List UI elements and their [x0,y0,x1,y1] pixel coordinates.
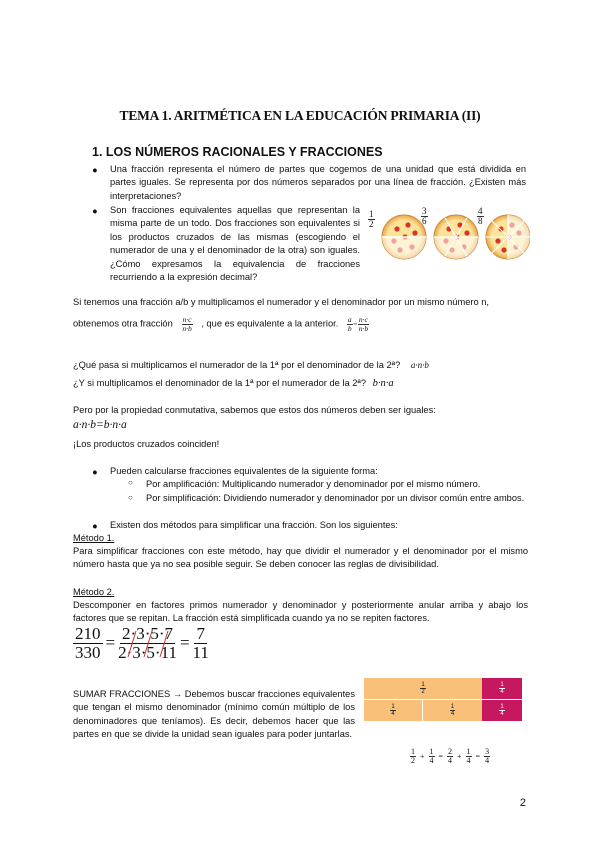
fraction-nc-nb: $\frac{n\cdot c}{n\cdot b}$ [182,315,192,333]
question-2 [73,377,533,390]
grid-cell-quarter: $\frac{1}{4}$ [423,700,482,721]
fraction-1-2: $\frac{1}{2}$ [411,747,415,765]
method-2-heading: Método 2. [73,587,115,597]
sub-bullet-circle: ○ [128,478,133,487]
add-fractions-text: SUMAR FRACCIONES → Debemos buscar fracciones equivalentes que tengan el mismo denominador (mínimo común múltiplo de los denominadores que teníamos). Es decir, debemos hacer que las partes en que se divide la unidad sean iguales para poder juntarlas. [73,689,355,740]
grid-cell-half: $\frac{1}{2}$ [364,678,482,699]
para-text: obtenemos otra fracción [73,318,173,329]
document-title: TEMA 1. ARITMÉTICA EN LA EDUCACIÓN PRIMARIA (II) [119,108,481,123]
expr-equality: a·n·b=b·n·a [73,419,127,431]
section-number: 1. [92,145,103,159]
bullet-two-methods: Existen dos métodos para simplificar una fracción. Son los siguientes: [110,520,398,530]
sub-bullet-amplification: Por amplificación: Multiplicando numerador y denominador por el mismo número. [146,479,481,489]
pizza-sixths-icon [434,215,478,259]
para-multiply: Si tenemos una fracción a/b y multiplicamos el numerador y el denominador por un mismo número n, [73,297,489,307]
sub-bullet-circle: ○ [128,493,133,502]
bullet-fraction-definition: Una fracción representa el número de partes que cogemos de una unidad que está dividida en partes iguales. Se representa por dos números separados por una línea de fracción. ¿Existen más interpretaciones? [110,164,526,201]
fraction-3-4: $\frac{3}{4}$ [485,747,490,765]
cancel-strokes [118,625,198,665]
bullet-dot: ● [92,521,98,531]
method-1-text: Para simplificar fracciones con este método, hay que dividir el numerador y el denominador por el mismo número hasta que ya no sea posible seguir. Se deben conocer las reglas de divisibilidad. [73,546,528,570]
page-number: 2 [519,797,526,809]
para-cross-products: ¡Los productos cruzados coinciden! [73,439,220,449]
bullet-dot: ● [92,467,98,477]
fraction-210-330: $\frac{210}{330}$ [75,624,101,662]
pizza-eighths-icon [486,215,530,259]
bullet-dot: ● [92,206,98,216]
question-1 [73,359,533,372]
fraction-nc-nb-2: $\frac{n\cdot c}{n\cdot b}$ [358,315,369,333]
fraction-2-4: $\frac{2}{4}$ [448,747,453,765]
bullet-calc-equivalent: Pueden calcularse fracciones equivalentes de la siguiente forma: [110,466,378,476]
expr-bna: b·n·a [372,378,394,389]
fraction-grid [364,678,522,721]
fraction-1-4: $\frac{1}{4}$ [429,747,434,765]
grid-cell-quarter: $\frac{1}{4}$ [364,700,422,721]
para-multiply-line2: obtenemos otra fracción $\frac{n\cdot c}{n\cdot b}$ , que es equivalente a la anterior. $\frac{a}{b}$ = $\frac{n\cdot c}{n\cdot b}$ [73,315,369,333]
bullet-equivalent-fractions: Son fracciones equivalentes aquellas que representan la misma parte de un todo. Dos fracciones son equivalentes si los productos cruzados de las mismas (escogiendo el numerador de una y el denominador de la otra) son iguales. ¿Cómo expresamos la equivalencia de fracciones recurriendo a la expresión decimal? [110,205,360,283]
simplification-formula: $\frac{210}{330}$ = $\frac{2\cdot 3\cdot 5\cdot 7}{2\cdot 3\cdot 5\cdot 11}$ = $\frac{7}{11}$ [73,625,209,662]
pizza-fraction-2: $\frac{3}{6}$ [422,206,427,226]
fraction-7-11: $\frac{7}{11}$ [192,624,209,662]
pizza-fraction-1: $\frac{1}{2}$ [369,209,374,229]
section-title-text: LOS NÚMEROS RACIONALES Y FRACCIONES [105,145,383,159]
para-text: , que es equivalente a la anterior. [201,318,339,329]
question-text: ¿Qué pasa si multiplicamos el numerador de la 1ª por el denominador de la 2ª? [73,360,401,370]
fraction-prime-factors: $\frac{2\cdot 3\cdot 5\cdot 7}{2\cdot 3\cdot 5\cdot 11}$ [118,625,177,662]
para-commutative: Pero por la propiedad conmutativa, sabemos que estos dos números deben ser iguales: [73,405,436,415]
bullet-dot: ● [92,165,98,175]
expr-anb: a·n·b [410,360,429,370]
pizza-illustration [380,207,530,267]
grid-cell-quarter: $\frac{1}{4}$ [482,700,522,721]
question-text: ¿Y si multiplicamos el denominador de la 1ª por el numerador de la 2ª? [73,378,367,388]
pizza-fraction-3: $\frac{4}{8}$ [478,206,483,226]
fraction-1-4: $\frac{1}{4}$ [466,747,471,765]
method-2-text: Descomponer en factores primos numerador y denominador y posteriormente anular arriba y abajo los factores que se repitan. La fracción está simplificada cuando ya no se repiten factores. [73,600,528,624]
sum-expression: $\frac{1}{2}$ + $\frac{1}{4}$ = $\frac{2}{4}$ + $\frac{1}{4}$ = $\frac{3}{4}$ [411,747,490,765]
section-heading [92,145,383,159]
grid-cell-quarter: $\frac{1}{4}$ [482,678,522,699]
fraction-a-b: $\frac{a}{b}$ [347,315,352,333]
method-1-heading: Método 1. [73,533,115,543]
sub-bullet-simplification: Por simplificación: Dividiendo numerador y denominador por un divisor común entre ambos. [146,493,525,503]
pizza-half-icon [382,215,426,259]
